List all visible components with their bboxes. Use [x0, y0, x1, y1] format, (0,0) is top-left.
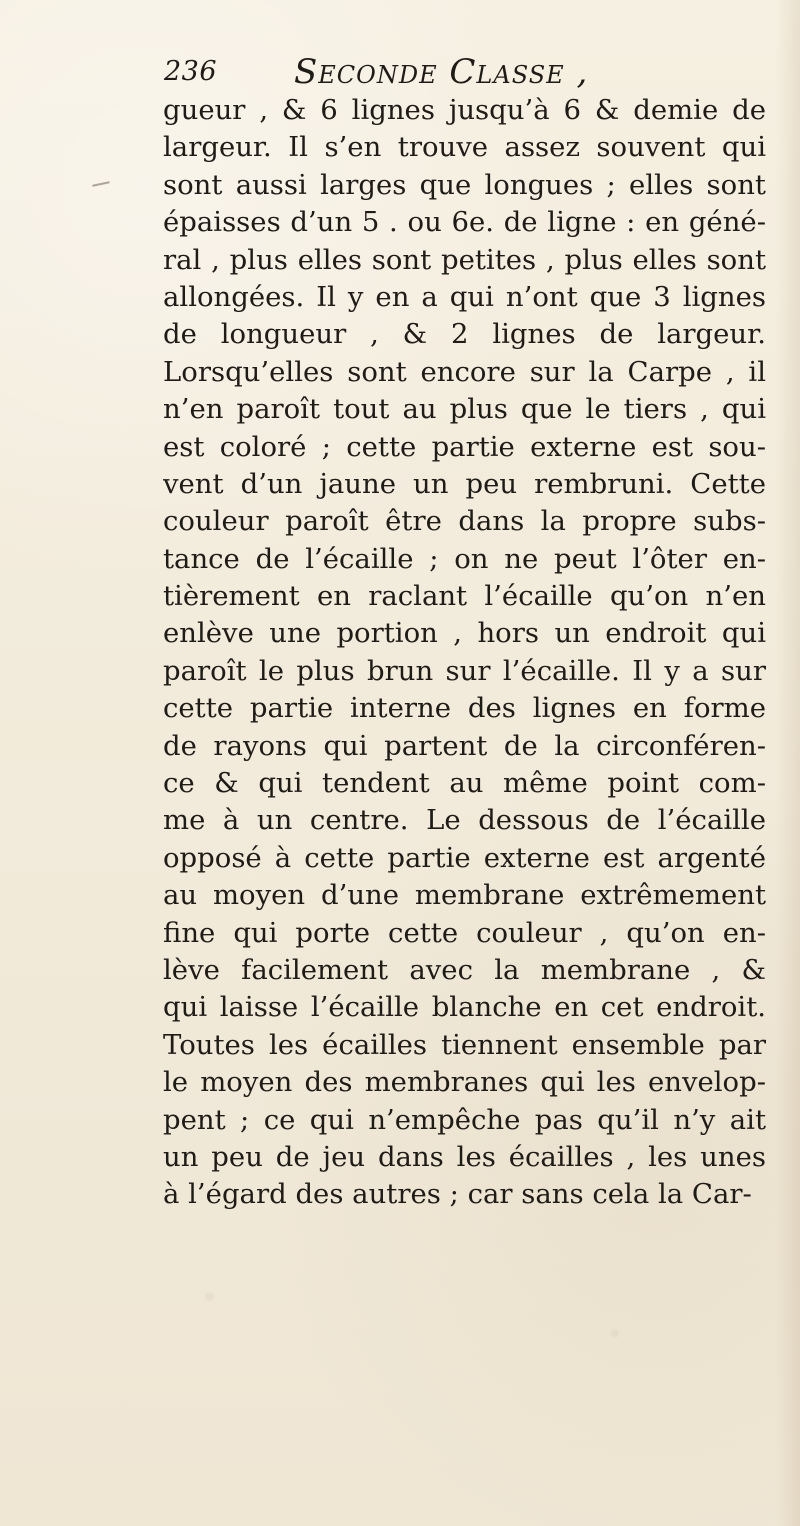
text-line: cette partie interne des lignes en forme — [163, 692, 766, 725]
text-line: gueur , & 6 lignes jusqu’à 6 & demie de — [163, 94, 766, 126]
text-line: opposé à cette partie externe est argenté — [163, 841, 766, 874]
page-header — [164, 52, 684, 94]
running-title: Seconde Classe , — [294, 52, 589, 92]
text-line: à l’égard des autres ; car sans cela la Car- — [163, 1178, 752, 1211]
text-line: au moyen d’une membrane extrêmement — [163, 879, 766, 912]
text-line: fine qui porte cette couleur , qu’on en- — [163, 916, 766, 949]
text-line: ral , plus elles sont petites , plus elles sont — [163, 243, 766, 276]
text-line: paroît le plus brun sur l’écaille. Il y a sur — [163, 654, 766, 687]
paper-smudge — [611, 1330, 618, 1337]
text-line: me à un centre. Le dessous de l’écaille — [163, 804, 766, 837]
text-line: sont aussi larges que longues ; elles sont — [163, 168, 766, 201]
text-line: qui laisse l’écaille blanche en cet endroit. — [163, 991, 766, 1024]
margin-mark — [92, 181, 110, 187]
page-number: 236 — [164, 56, 218, 87]
text-line: le moyen des membranes qui les envelop- — [163, 1066, 766, 1099]
text-line: Toutes les écailles tiennent ensemble par — [163, 1028, 766, 1061]
text-line: Lorsqu’elles sont encore sur la Carpe , il — [163, 355, 766, 388]
page-text — [163, 92, 766, 1214]
text-line: ce & qui tendent au même point com- — [163, 767, 766, 800]
text-line: largeur. Il s’en trouve assez souvent qui — [163, 131, 766, 164]
text-line: enlève une portion , hors un endroit qui — [163, 617, 766, 650]
text-line: épaisses d’un 5 . ou 6e. de ligne : en géné- — [163, 206, 766, 239]
text-line: lève facilement avec la membrane , & — [163, 953, 766, 986]
text-line: allongées. Il y en a qui n’ont que 3 lignes — [163, 280, 766, 313]
text-line: de longueur , & 2 lignes de largeur. — [163, 318, 766, 351]
text-line: de rayons qui partent de la circonféren- — [163, 729, 766, 762]
text-line: tièrement en raclant l’écaille qu’on n’en — [163, 580, 766, 613]
text-line: vent d’un jaune un peu rembruni. Cette — [163, 467, 766, 500]
text-line: est coloré ; cette partie externe est sou- — [163, 430, 766, 463]
text-line: couleur paroît être dans la propre subs- — [163, 505, 766, 538]
text-line: pent ; ce qui n’empêche pas qu’il n’y ait — [163, 1103, 766, 1136]
text-line: n’en paroît tout au plus que le tiers , qui — [163, 393, 766, 426]
page-edge-shadow — [776, 0, 800, 1526]
text-line: tance de l’écaille ; on ne peut l’ôter en- — [163, 542, 766, 575]
text-line: un peu de jeu dans les écailles , les unes — [163, 1140, 766, 1173]
paper-smudge — [566, 1118, 574, 1126]
paper-smudge — [205, 1292, 214, 1301]
